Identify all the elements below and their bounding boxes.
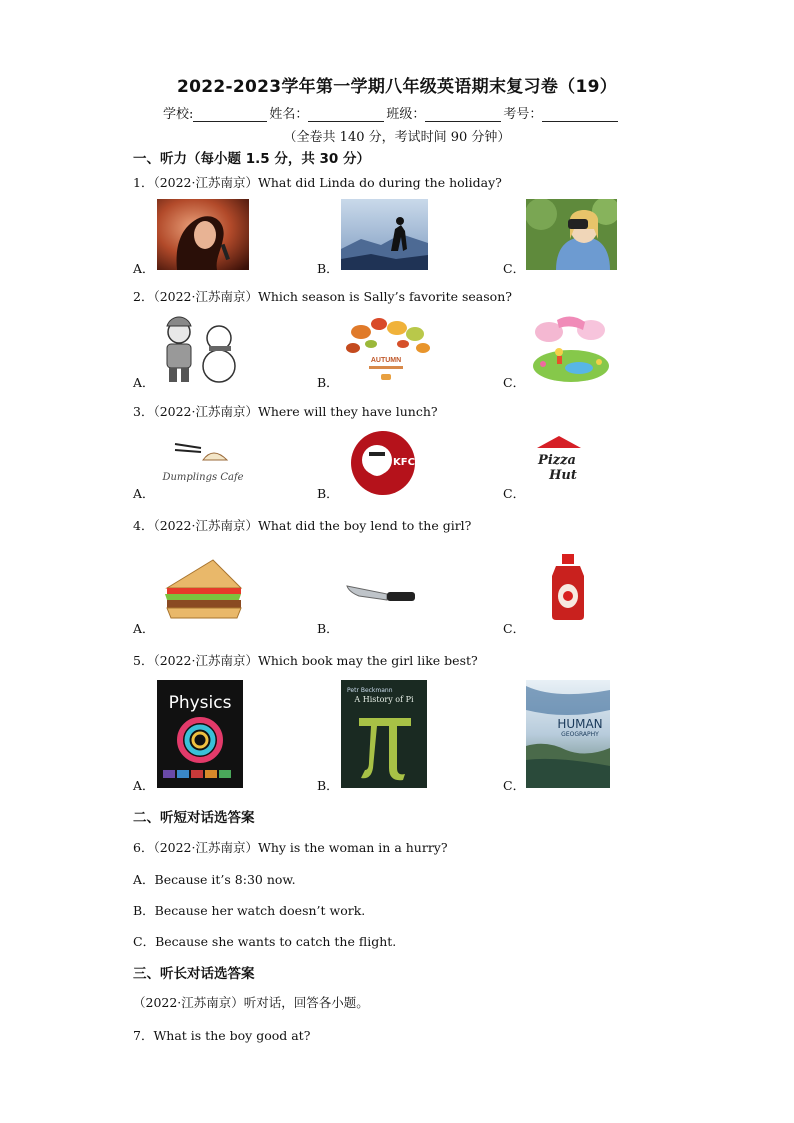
q2-option-c-spring-image xyxy=(529,314,613,384)
q3c-logo-text-2: Hut xyxy=(549,468,577,483)
class-label: 班级： xyxy=(386,107,426,122)
question-6: 6．（2022·江苏南京）Why is the woman in a hurry? xyxy=(133,840,448,855)
q4-option-c-label[interactable]: C． xyxy=(503,621,526,636)
q5a-book-title: Physics xyxy=(168,693,232,713)
question-3: 3．（2022·江苏南京）Where will they have lunch? xyxy=(133,404,438,419)
q5-option-a-physics-book xyxy=(157,680,243,788)
q3-option-c-label[interactable]: C． xyxy=(503,486,526,501)
q1-option-c-label[interactable]: C． xyxy=(503,261,526,276)
q3-option-a-label[interactable]: A． xyxy=(133,486,155,501)
q5b-book-title: A History of Pi xyxy=(354,695,414,704)
exam-no-label: 考号： xyxy=(503,107,543,122)
name-label: 姓名： xyxy=(269,107,309,122)
q1-option-a-singer-image xyxy=(157,199,249,270)
q5-option-c-label[interactable]: C． xyxy=(503,778,526,793)
section-3-title: 三、听长对话选答案 xyxy=(133,966,255,982)
section-2-title: 二、听短对话选答案 xyxy=(133,810,255,826)
exam-subtitle: （全卷共 140 分，考试时间 90 分钟） xyxy=(283,130,511,145)
q4-option-b-label[interactable]: B． xyxy=(317,621,339,636)
q1-option-b-hiker-image xyxy=(341,199,428,270)
q5b-book-author: Petr Beckmann xyxy=(347,687,393,694)
page-title: 2022-2023学年第一学期八年级英语期末复习卷（19） xyxy=(176,77,618,97)
school-label: 学校: xyxy=(163,107,194,122)
q5-option-b-label[interactable]: B． xyxy=(317,778,339,793)
q3-option-b-label[interactable]: B． xyxy=(317,486,339,501)
q4-option-a-label[interactable]: A． xyxy=(133,621,155,636)
section-1-title: 一、听力（每小题 1.5 分，共 30 分） xyxy=(133,151,371,167)
question-4: 4．（2022·江苏南京）What did the boy lend to the girl? xyxy=(133,518,472,533)
q2b-autumn-text: AUTUMN xyxy=(370,357,402,364)
question-7: 7．What is the boy good at? xyxy=(133,1028,311,1043)
name-blank[interactable] xyxy=(308,108,384,122)
question-1: 1．（2022·江苏南京）What did Linda do during the holiday? xyxy=(133,175,502,190)
student-info-line xyxy=(163,103,620,122)
section-3-intro: （2022·江苏南京）听对话，回答各小题。 xyxy=(133,995,369,1010)
q6-option-b[interactable]: B．Because her watch doesn’t work. xyxy=(133,903,366,918)
q4-option-c-ketchup-image xyxy=(548,552,588,622)
q5c-book-title-2: GEOGRAPHY xyxy=(561,731,599,738)
q1-option-c-binoculars-image xyxy=(526,199,617,270)
q3-option-c-pizza-hut-logo xyxy=(531,434,587,488)
class-blank[interactable] xyxy=(425,108,501,122)
q6-option-c[interactable]: C．Because she wants to catch the flight. xyxy=(133,934,397,949)
q3c-logo-text-1: Pizza xyxy=(538,453,576,468)
q2-option-c-label[interactable]: C． xyxy=(503,375,526,390)
q1-option-b-label[interactable]: B． xyxy=(317,261,339,276)
q1-option-a-label[interactable]: A． xyxy=(133,261,155,276)
q3-option-a-dumplings-cafe-logo xyxy=(157,438,249,488)
q2-option-a-label[interactable]: A． xyxy=(133,375,155,390)
q5-option-b-history-of-pi-book xyxy=(341,680,427,788)
question-5: 5．（2022·江苏南京）Which book may the girl like best? xyxy=(133,653,478,668)
question-2: 2．（2022·江苏南京）Which season is Sally’s favorite season? xyxy=(133,289,512,304)
q3-option-b-kfc-logo xyxy=(341,430,425,497)
q2-option-b-label[interactable]: B． xyxy=(317,375,339,390)
q5-option-c-human-geography-book xyxy=(526,680,610,788)
q3a-logo-text: Dumplings Cafe xyxy=(162,472,244,483)
q2-option-b-autumn-image xyxy=(341,314,431,384)
q3b-logo-text: KFC xyxy=(393,457,415,468)
q2-option-a-snowman-image xyxy=(157,314,241,384)
q4-option-b-knife-image xyxy=(345,578,417,606)
exam-no-blank[interactable] xyxy=(542,108,618,122)
q5-option-a-label[interactable]: A． xyxy=(133,778,155,793)
q4-option-a-sandwich-image xyxy=(163,558,243,624)
q6-option-a[interactable]: A．Because it’s 8:30 now. xyxy=(133,872,296,887)
q5c-book-title-1: HUMAN xyxy=(557,717,603,731)
school-blank[interactable] xyxy=(193,108,267,122)
